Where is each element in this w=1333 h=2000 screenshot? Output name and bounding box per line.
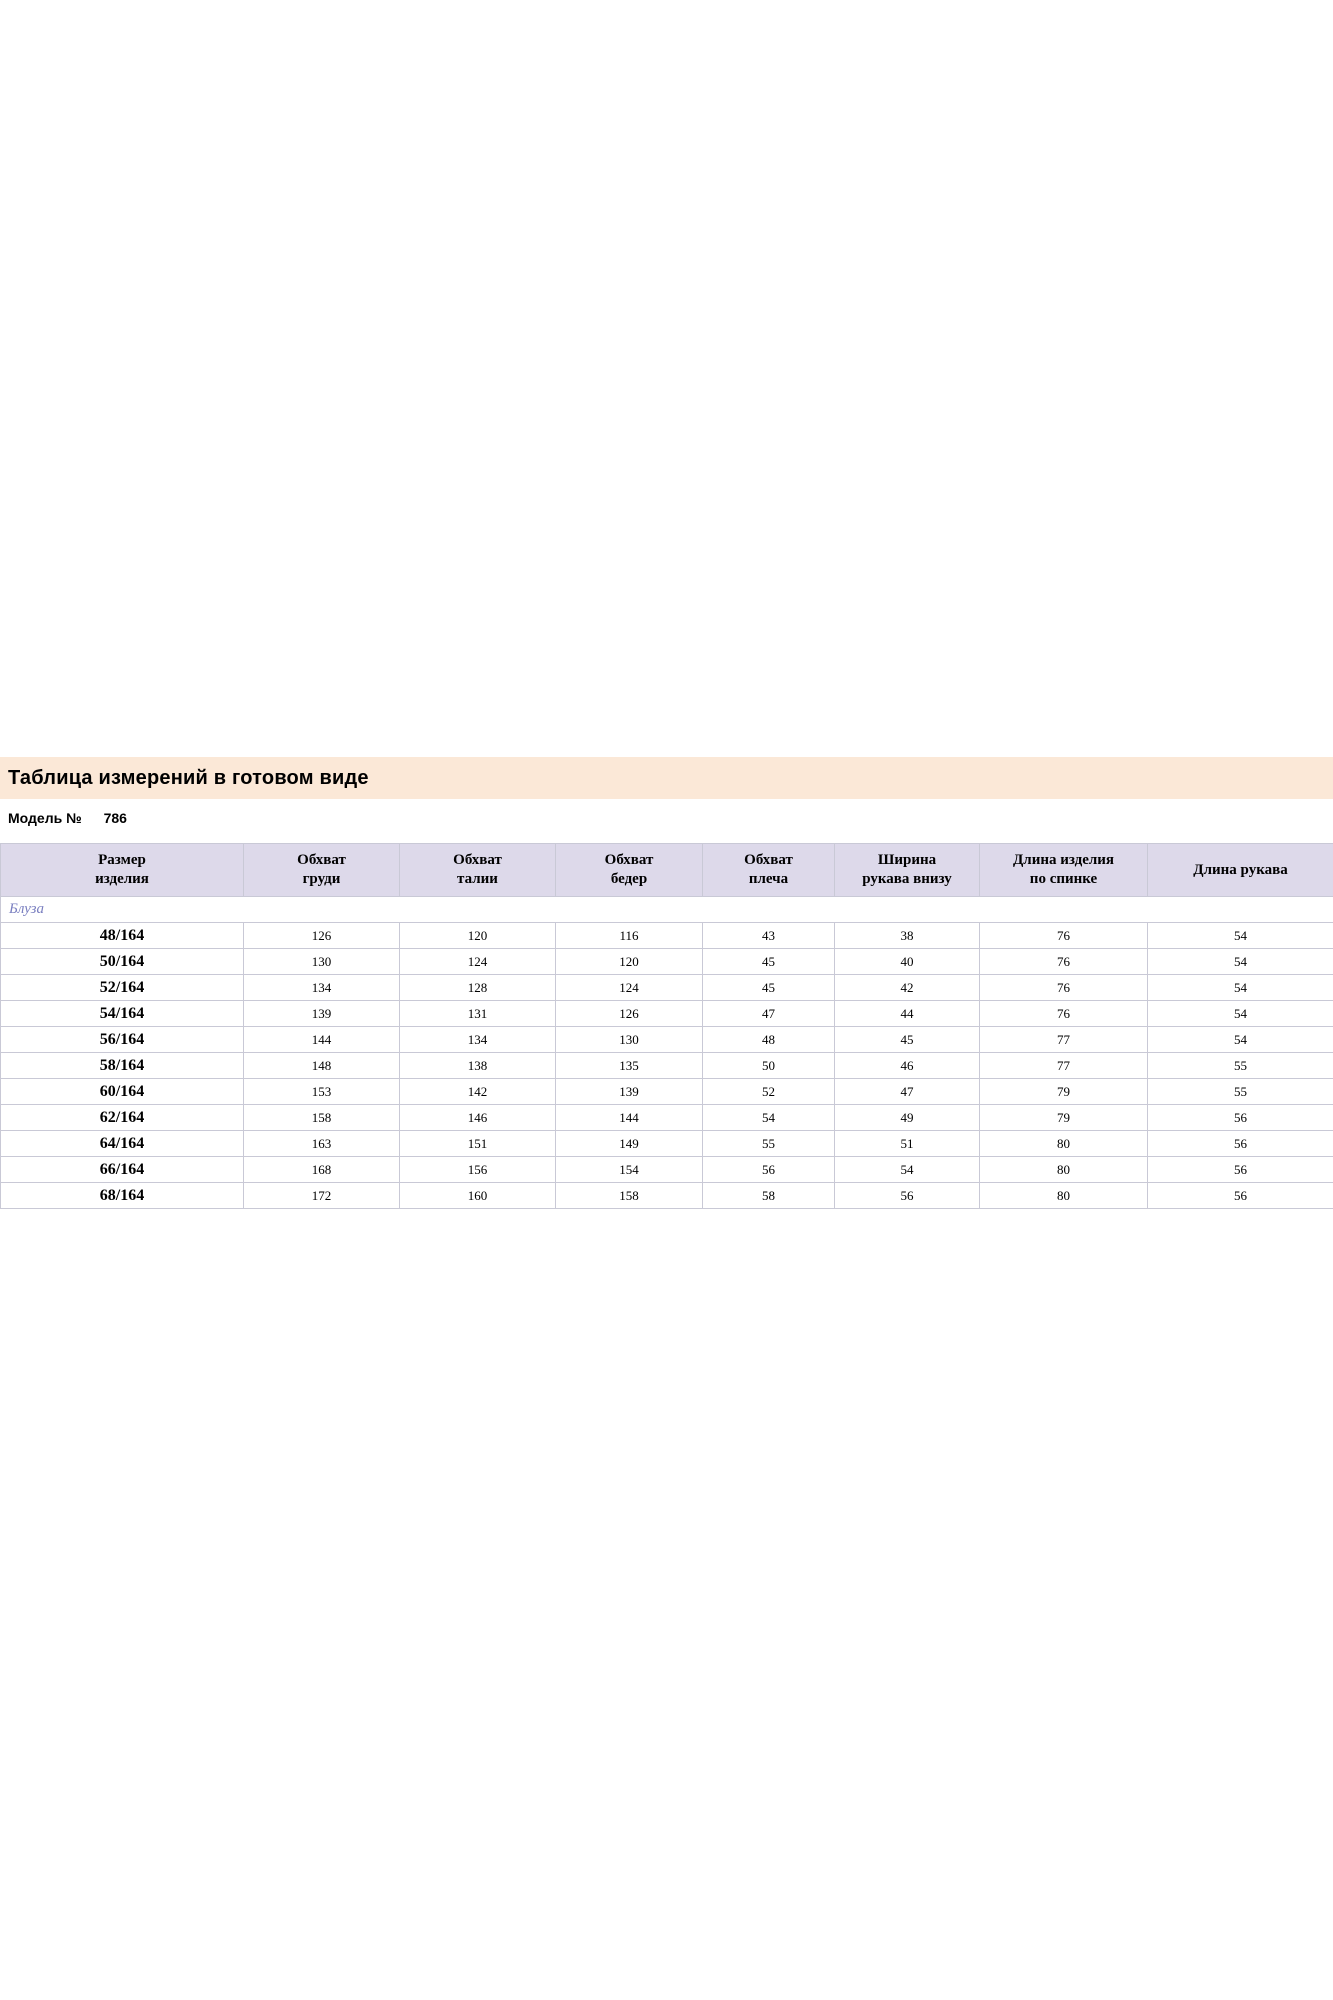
cell-sleeve-width: 56 bbox=[835, 1183, 980, 1209]
header-line-2: груди bbox=[302, 871, 341, 887]
cell-sleeve-width: 38 bbox=[835, 923, 980, 949]
cell-back-length: 80 bbox=[980, 1131, 1148, 1157]
cell-hips: 154 bbox=[556, 1157, 703, 1183]
table-header-row bbox=[1, 844, 1333, 897]
cell-shoulder: 58 bbox=[703, 1183, 835, 1209]
table-row bbox=[1, 1053, 1333, 1079]
title-band bbox=[0, 757, 1333, 799]
cell-size: 58/164 bbox=[1, 1053, 244, 1079]
header-line-2: талии bbox=[457, 871, 498, 887]
cell-shoulder: 43 bbox=[703, 923, 835, 949]
measurements-table bbox=[0, 843, 1333, 1209]
cell-back-length: 79 bbox=[980, 1079, 1148, 1105]
cell-chest: 158 bbox=[244, 1105, 400, 1131]
cell-hips: 116 bbox=[556, 923, 703, 949]
header-line-1: Обхват bbox=[744, 852, 793, 869]
cell-sleeve-length: 55 bbox=[1148, 1053, 1333, 1079]
cell-size: 68/164 bbox=[1, 1183, 244, 1209]
cell-hips: 126 bbox=[556, 1001, 703, 1027]
cell-back-length: 80 bbox=[980, 1157, 1148, 1183]
cell-chest: 130 bbox=[244, 949, 400, 975]
cell-size: 64/164 bbox=[1, 1131, 244, 1157]
cell-chest: 126 bbox=[244, 923, 400, 949]
cell-chest: 144 bbox=[244, 1027, 400, 1053]
cell-hips: 130 bbox=[556, 1027, 703, 1053]
group-cell bbox=[1, 897, 1333, 923]
cell-sleeve-width: 49 bbox=[835, 1105, 980, 1131]
cell-size: 62/164 bbox=[1, 1105, 244, 1131]
column-header-chest bbox=[244, 844, 400, 897]
cell-back-length: 76 bbox=[980, 1001, 1148, 1027]
header-line-2: изделия bbox=[95, 871, 149, 887]
table-row bbox=[1, 1131, 1333, 1157]
cell-chest: 172 bbox=[244, 1183, 400, 1209]
cell-sleeve-width: 51 bbox=[835, 1131, 980, 1157]
cell-waist: 156 bbox=[400, 1157, 556, 1183]
cell-waist: 138 bbox=[400, 1053, 556, 1079]
cell-hips: 139 bbox=[556, 1079, 703, 1105]
cell-size: 66/164 bbox=[1, 1157, 244, 1183]
cell-sleeve-length: 56 bbox=[1148, 1157, 1333, 1183]
cell-hips: 135 bbox=[556, 1053, 703, 1079]
header-line-1: Длина изделия bbox=[1012, 852, 1115, 869]
cell-chest: 153 bbox=[244, 1079, 400, 1105]
cell-hips: 149 bbox=[556, 1131, 703, 1157]
cell-shoulder: 47 bbox=[703, 1001, 835, 1027]
column-header-sleeve-length bbox=[1148, 844, 1333, 897]
cell-back-length: 79 bbox=[980, 1105, 1148, 1131]
cell-shoulder: 54 bbox=[703, 1105, 835, 1131]
model-label: Модель № bbox=[8, 810, 82, 826]
cell-sleeve-length: 54 bbox=[1148, 1027, 1333, 1053]
cell-hips: 120 bbox=[556, 949, 703, 975]
cell-chest: 168 bbox=[244, 1157, 400, 1183]
cell-chest: 139 bbox=[244, 1001, 400, 1027]
cell-hips: 158 bbox=[556, 1183, 703, 1209]
table-row bbox=[1, 1183, 1333, 1209]
header-line-2: бедер bbox=[610, 871, 648, 887]
page-title: Таблица измерений в готовом виде bbox=[8, 767, 369, 789]
cell-sleeve-length: 56 bbox=[1148, 1131, 1333, 1157]
cell-back-length: 80 bbox=[980, 1183, 1148, 1209]
header-line-2: по спинке bbox=[1029, 871, 1098, 887]
cell-sleeve-length: 56 bbox=[1148, 1183, 1333, 1209]
header-line-1: Ширина bbox=[877, 852, 937, 869]
cell-shoulder: 45 bbox=[703, 975, 835, 1001]
cell-size: 52/164 bbox=[1, 975, 244, 1001]
column-header-waist bbox=[400, 844, 556, 897]
cell-shoulder: 52 bbox=[703, 1079, 835, 1105]
cell-sleeve-width: 47 bbox=[835, 1079, 980, 1105]
table-row bbox=[1, 1001, 1333, 1027]
cell-back-length: 76 bbox=[980, 949, 1148, 975]
table-row bbox=[1, 923, 1333, 949]
table-row bbox=[1, 1157, 1333, 1183]
cell-chest: 148 bbox=[244, 1053, 400, 1079]
header-line-2: плеча bbox=[748, 871, 789, 887]
header-line-1: Длина рукава bbox=[1193, 861, 1288, 878]
group-row bbox=[1, 897, 1333, 923]
header-line-1: Обхват bbox=[453, 852, 502, 869]
cell-waist: 151 bbox=[400, 1131, 556, 1157]
cell-waist: 120 bbox=[400, 923, 556, 949]
cell-size: 56/164 bbox=[1, 1027, 244, 1053]
cell-shoulder: 48 bbox=[703, 1027, 835, 1053]
header-line-1: Обхват bbox=[604, 852, 654, 869]
column-header-hips bbox=[556, 844, 703, 897]
cell-back-length: 76 bbox=[980, 975, 1148, 1001]
cell-waist: 131 bbox=[400, 1001, 556, 1027]
cell-waist: 160 bbox=[400, 1183, 556, 1209]
table-row bbox=[1, 949, 1333, 975]
cell-hips: 124 bbox=[556, 975, 703, 1001]
cell-waist: 146 bbox=[400, 1105, 556, 1131]
column-header-shoulder bbox=[703, 844, 835, 897]
table-row bbox=[1, 1027, 1333, 1053]
table-row bbox=[1, 1079, 1333, 1105]
header-line-1: Размер bbox=[98, 852, 146, 869]
cell-waist: 128 bbox=[400, 975, 556, 1001]
cell-back-length: 77 bbox=[980, 1027, 1148, 1053]
cell-size: 48/164 bbox=[1, 923, 244, 949]
cell-chest: 134 bbox=[244, 975, 400, 1001]
cell-size: 60/164 bbox=[1, 1079, 244, 1105]
cell-shoulder: 56 bbox=[703, 1157, 835, 1183]
cell-sleeve-width: 42 bbox=[835, 975, 980, 1001]
cell-sleeve-width: 54 bbox=[835, 1157, 980, 1183]
group-label: Блуза bbox=[9, 901, 45, 917]
cell-sleeve-length: 54 bbox=[1148, 949, 1333, 975]
cell-sleeve-width: 46 bbox=[835, 1053, 980, 1079]
cell-sleeve-length: 54 bbox=[1148, 1001, 1333, 1027]
model-value: 786 bbox=[103, 810, 127, 826]
header-line-2: рукава внизу bbox=[862, 871, 952, 887]
cell-shoulder: 50 bbox=[703, 1053, 835, 1079]
header-line-1: Обхват bbox=[297, 852, 346, 869]
cell-chest: 163 bbox=[244, 1131, 400, 1157]
cell-hips: 144 bbox=[556, 1105, 703, 1131]
column-header-back-length bbox=[980, 844, 1148, 897]
cell-sleeve-length: 54 bbox=[1148, 975, 1333, 1001]
cell-sleeve-width: 45 bbox=[835, 1027, 980, 1053]
cell-waist: 134 bbox=[400, 1027, 556, 1053]
cell-sleeve-length: 54 bbox=[1148, 923, 1333, 949]
cell-back-length: 77 bbox=[980, 1053, 1148, 1079]
cell-size: 50/164 bbox=[1, 949, 244, 975]
cell-sleeve-width: 44 bbox=[835, 1001, 980, 1027]
cell-sleeve-length: 55 bbox=[1148, 1079, 1333, 1105]
cell-size: 54/164 bbox=[1, 1001, 244, 1027]
cell-shoulder: 55 bbox=[703, 1131, 835, 1157]
cell-waist: 124 bbox=[400, 949, 556, 975]
cell-sleeve-length: 56 bbox=[1148, 1105, 1333, 1131]
model-number-row bbox=[8, 810, 127, 826]
table-row bbox=[1, 975, 1333, 1001]
column-header-sleeve-width bbox=[835, 844, 980, 897]
cell-waist: 142 bbox=[400, 1079, 556, 1105]
cell-back-length: 76 bbox=[980, 923, 1148, 949]
cell-shoulder: 45 bbox=[703, 949, 835, 975]
cell-sleeve-width: 40 bbox=[835, 949, 980, 975]
table-row bbox=[1, 1105, 1333, 1131]
table-body bbox=[1, 897, 1333, 1209]
column-header-size bbox=[1, 844, 244, 897]
